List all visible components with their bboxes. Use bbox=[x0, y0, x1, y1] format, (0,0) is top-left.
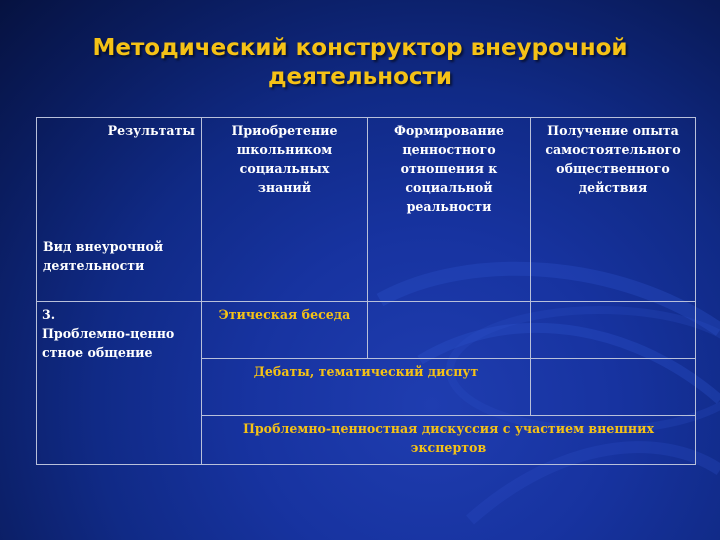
header-2-line: реальности bbox=[406, 199, 492, 214]
slide-title-line-1: Методический конструктор внеурочной bbox=[92, 35, 628, 61]
level-3-line-1: Проблемно-ценностная дискуссия с участием внешних bbox=[242, 421, 654, 436]
header-cell-values bbox=[368, 118, 531, 302]
header-cell-knowledge bbox=[202, 118, 368, 302]
corner-cell bbox=[37, 118, 202, 302]
level-3-line-2: экспертов bbox=[410, 440, 487, 455]
header-1-line: знаний bbox=[257, 180, 312, 195]
slide-title-line-2: деятельности bbox=[267, 64, 453, 90]
constructor-table bbox=[36, 117, 696, 465]
header-3-line: действия bbox=[578, 180, 648, 195]
row-label-line: Проблемно-ценно bbox=[42, 326, 175, 341]
header-2-line: отношения к bbox=[400, 161, 498, 176]
level-3-cell bbox=[202, 416, 696, 465]
header-1-line: социальных bbox=[239, 161, 330, 176]
empty-cell bbox=[531, 302, 696, 359]
corner-activity-line-2: деятельности bbox=[43, 258, 145, 273]
header-cell-experience bbox=[531, 118, 696, 302]
empty-cell bbox=[368, 302, 531, 359]
corner-activity-line-1: Вид внеурочной bbox=[43, 239, 164, 254]
empty-cell bbox=[531, 359, 696, 416]
level-2-cell: Дебаты, тематический диспут bbox=[202, 359, 531, 416]
row-label-line: стное общение bbox=[42, 345, 153, 360]
row-label-cell bbox=[37, 302, 202, 465]
table-row bbox=[37, 302, 696, 359]
level-1-cell: Этическая беседа bbox=[202, 302, 368, 359]
slide-title bbox=[0, 34, 720, 92]
header-3-line: общественного bbox=[556, 161, 670, 176]
header-1-line: школьником bbox=[236, 142, 333, 157]
header-1-line: Приобретение bbox=[231, 123, 338, 138]
header-2-line: ценностного bbox=[402, 142, 496, 157]
header-3-line: Получение опыта bbox=[547, 123, 679, 138]
header-2-line: социальной bbox=[405, 180, 493, 195]
header-3-line: самостоятельного bbox=[545, 142, 681, 157]
header-2-line: Формирование bbox=[393, 123, 505, 138]
table-header-row bbox=[37, 118, 696, 302]
corner-activity-type-label bbox=[43, 237, 163, 275]
corner-results-label: Результаты bbox=[107, 123, 195, 138]
row-label-line: 3. bbox=[42, 307, 56, 322]
